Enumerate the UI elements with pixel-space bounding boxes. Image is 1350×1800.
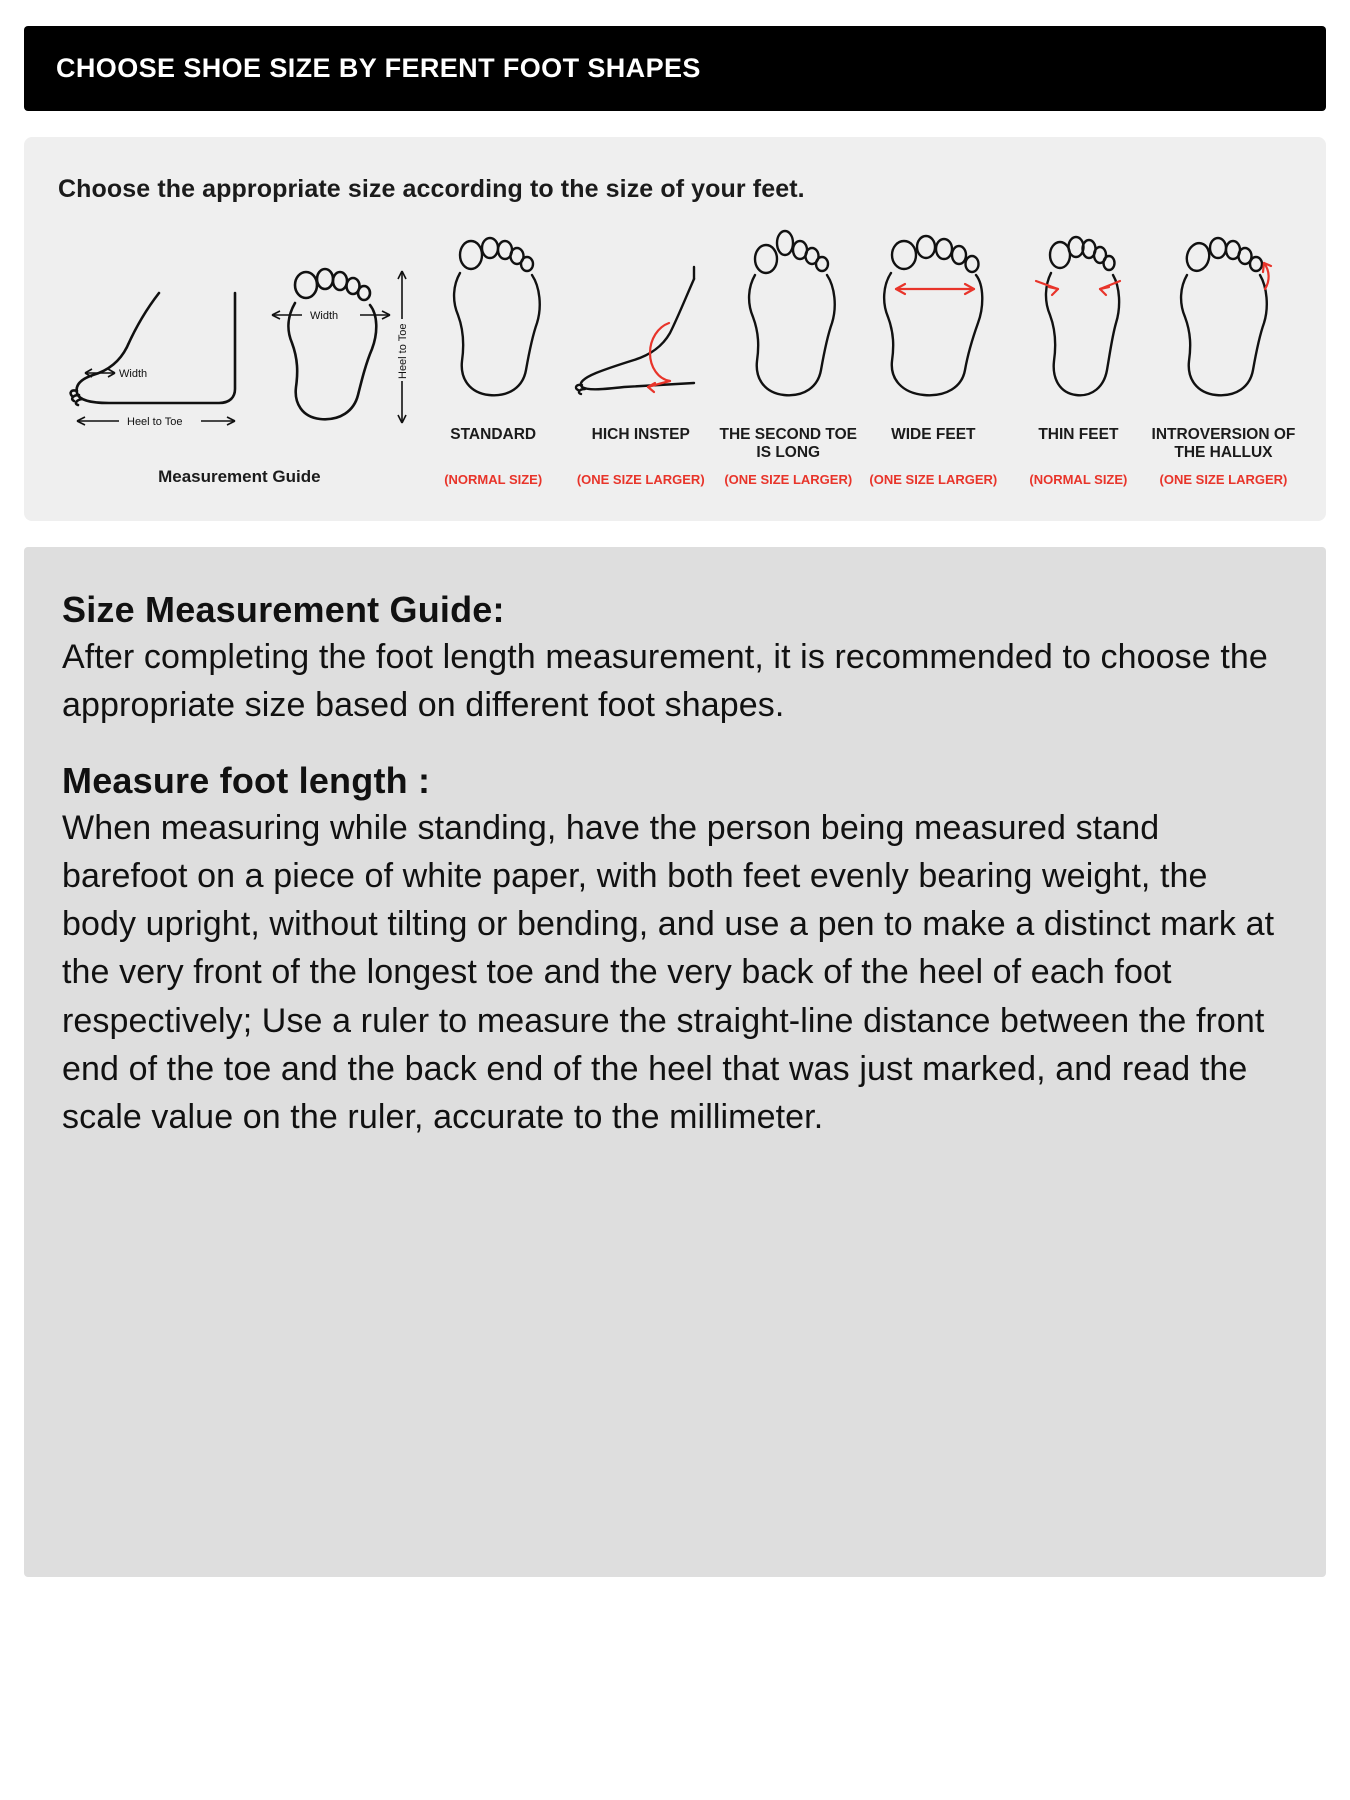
shape-item-hallux-valgus [1151, 222, 1296, 487]
shape-label: THE SECOND TOE IS LONG [719, 426, 858, 461]
shape-label: HICH INSTEP [591, 426, 690, 443]
shape-note: (ONE SIZE LARGER) [869, 472, 998, 487]
foot-wide-icon [874, 227, 992, 412]
shape-item-thin-feet [1006, 222, 1151, 487]
shape-art-thin-feet [1028, 222, 1128, 412]
shape-item-standard [421, 222, 566, 487]
page-banner [24, 26, 1326, 111]
foot-standard-icon [441, 227, 546, 412]
shape-label: THIN FEET [1038, 426, 1119, 443]
shape-label: WIDE FEET [891, 426, 976, 443]
shape-item-high-instep [566, 222, 716, 487]
shape-art-wide-feet [874, 222, 992, 412]
shape-item-second-toe-long [716, 222, 861, 487]
foot-side-view-icon [67, 263, 252, 453]
shape-note: (NORMAL SIZE) [444, 472, 543, 487]
foot-thin-icon [1028, 227, 1128, 412]
guide-body-2: When measuring while standing, have the person being measured stand barefoot on a piece of white paper, with both feet evenly bearing weight, the body upright, without tilting or bending, and use a pen to make a distinct mark at the very front of the longest toe and the very back of the heel of each foot respectively; Use a ruler to measure the straight-line distance between the front end of the toe and the back end of the heel that was just marked, and read the scale value on the ruler, accurate to the millimeter. [62, 808, 1275, 1137]
foot-shapes-panel [24, 137, 1326, 521]
shape-note: (ONE SIZE LARGER) [576, 472, 705, 487]
figures-row [54, 222, 1296, 487]
foot-second-toe-long-icon [736, 227, 841, 412]
top-width-label: Width [309, 310, 338, 322]
side-width-label: Width [118, 368, 147, 380]
foot-hallux-valgus-icon [1168, 227, 1278, 412]
shape-note: (ONE SIZE LARGER) [724, 472, 853, 487]
foot-high-instep-icon [566, 227, 716, 412]
shape-note: (ONE SIZE LARGER) [1159, 472, 1288, 487]
top-heel-to-toe-label: Heel to Toe [396, 323, 409, 379]
page-title: CHOOSE SHOE SIZE BY FERENT FOOT SHAPES [56, 53, 701, 83]
measurement-guide-caption: Measurement Guide [158, 467, 321, 486]
shape-label: STANDARD [450, 426, 537, 443]
shape-art-hallux-valgus [1168, 222, 1278, 412]
shape-note: (NORMAL SIZE) [1029, 472, 1128, 487]
shape-art-high-instep [566, 222, 716, 412]
panel-lead-text: Choose the appropriate size according to the size of your feet. [58, 175, 805, 203]
measurement-diagrams [67, 263, 412, 453]
guide-heading-2: Measure foot length : [62, 759, 431, 801]
shape-item-wide-feet [861, 222, 1006, 487]
shape-art-standard [441, 222, 546, 412]
foot-top-view-icon [262, 263, 412, 453]
side-heel-to-toe-label: Heel to Toe [126, 416, 183, 428]
shape-label: INTROVERSION OF THE HALLUX [1151, 426, 1296, 461]
shape-art-second-toe-long [736, 222, 841, 412]
measurement-guide-block [58, 263, 421, 487]
size-measurement-guide-section [24, 547, 1326, 1577]
guide-body-1: After completing the foot length measurement, it is recommended to choose the appropriate size based on different foot shapes. [62, 638, 1268, 725]
guide-heading-1: Size Measurement Guide: [62, 589, 505, 630]
